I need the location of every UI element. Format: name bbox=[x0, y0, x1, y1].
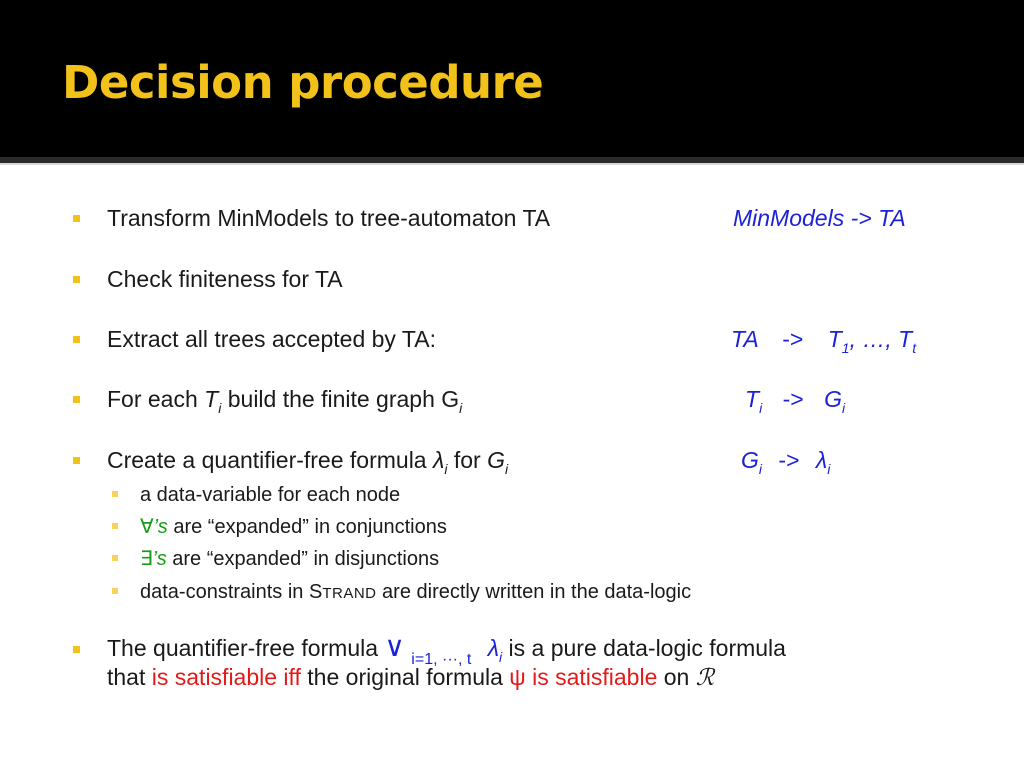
note-arrow: -> bbox=[778, 447, 800, 473]
pure-formula-lambda-sub: i bbox=[499, 649, 503, 665]
note-t: T bbox=[827, 326, 842, 352]
create-formula-lambda-sub: i bbox=[444, 461, 448, 477]
forall-symbol: ∀’s bbox=[140, 516, 168, 538]
pure-formula-lambda: λ bbox=[487, 635, 500, 661]
build-graph-pre: For each bbox=[107, 386, 205, 412]
create-formula-mid: for bbox=[447, 447, 488, 473]
note-gi-sub: i bbox=[841, 400, 846, 416]
subbullet-exists bbox=[140, 545, 439, 573]
bullet-extract: Extract all trees accepted by TA: bbox=[107, 326, 436, 352]
bullet-transform-note: MinModels -> TA bbox=[733, 205, 906, 231]
title-divider-light bbox=[0, 163, 1024, 165]
exists-symbol: ∃’s bbox=[140, 548, 167, 570]
bullet-square-icon bbox=[73, 457, 80, 464]
subbullet-data-variable: a data-variable for each node bbox=[140, 484, 401, 506]
bullet-create-formula-note bbox=[741, 446, 831, 477]
note-gi-sub: i bbox=[758, 461, 763, 477]
subbullet-forall bbox=[140, 513, 447, 541]
subbullet-square-icon bbox=[112, 588, 118, 594]
bullet-build-graph bbox=[107, 385, 463, 416]
bullet-finiteness: Check finiteness for TA bbox=[107, 266, 343, 292]
subbullet-square-icon bbox=[112, 491, 118, 497]
bullet-create-formula bbox=[107, 446, 509, 477]
bullet-extract-note bbox=[731, 325, 917, 356]
create-formula-lambda: λ bbox=[433, 447, 445, 473]
note-gi: G bbox=[741, 447, 759, 473]
big-or-symbol: ∨ bbox=[384, 631, 405, 662]
line2-original: the original formula bbox=[300, 664, 510, 690]
pure-formula-pre: The quantifier-free formula bbox=[107, 635, 385, 661]
build-graph-g-sub: i bbox=[459, 400, 463, 416]
bullet-square-icon bbox=[73, 646, 80, 653]
bullet-square-icon bbox=[73, 336, 80, 343]
create-formula-g-sub: i bbox=[504, 461, 509, 477]
build-graph-t: T bbox=[204, 386, 219, 412]
line2-psi-satisfiable: ψ is satisfiable bbox=[509, 664, 658, 690]
note-gi: G bbox=[824, 386, 842, 412]
note-lambda: λ bbox=[815, 447, 828, 473]
note-t-sub: 1 bbox=[841, 340, 850, 356]
note-ti-sub: i bbox=[759, 400, 763, 416]
bullet-transform: Transform MinModels to tree-automaton TA bbox=[107, 205, 551, 231]
big-or-subscript: i=1, ···, t bbox=[411, 651, 472, 668]
exists-text: are “expanded” in disjunctions bbox=[166, 548, 440, 570]
note-t-end-sub: t bbox=[912, 340, 917, 356]
note-ti: T bbox=[745, 386, 760, 412]
slide-title: Decision procedure bbox=[62, 56, 544, 109]
create-formula-g: G bbox=[487, 447, 505, 473]
bullet-square-icon bbox=[73, 396, 80, 403]
note-arrow: -> bbox=[782, 386, 804, 412]
pure-formula-post: is a pure data-logic formula bbox=[502, 635, 786, 661]
note-ta: TA bbox=[731, 326, 758, 352]
note-arrow: -> bbox=[782, 326, 804, 352]
subbullet-square-icon bbox=[112, 523, 118, 529]
line2-r-symbol: ℛ bbox=[695, 665, 715, 691]
build-graph-mid: build the finite graph G bbox=[221, 386, 460, 412]
line2-that: that bbox=[107, 664, 152, 690]
constraints-pre: data-constraints in S bbox=[140, 581, 323, 603]
bullet-square-icon bbox=[73, 276, 80, 283]
note-t-mid: , …, T bbox=[849, 326, 913, 352]
build-graph-t-sub: i bbox=[218, 400, 222, 416]
forall-text: are “expanded” in conjunctions bbox=[167, 516, 447, 538]
note-lambda-sub: i bbox=[827, 461, 831, 477]
bullet-square-icon bbox=[73, 215, 80, 222]
line2-on: on bbox=[657, 664, 696, 690]
constraints-post: are directly written in the data-logic bbox=[376, 581, 692, 603]
subbullet-data-constraints bbox=[140, 578, 691, 608]
create-formula-pre: Create a quantifier-free formula bbox=[107, 447, 433, 473]
subbullet-square-icon bbox=[112, 555, 118, 561]
bullet-build-graph-note bbox=[745, 385, 846, 416]
line2-satisfiable-iff: is satisfiable iff bbox=[151, 664, 301, 690]
bullet-pure-formula-line2 bbox=[107, 663, 714, 692]
constraints-strand: TRAND bbox=[322, 585, 377, 602]
